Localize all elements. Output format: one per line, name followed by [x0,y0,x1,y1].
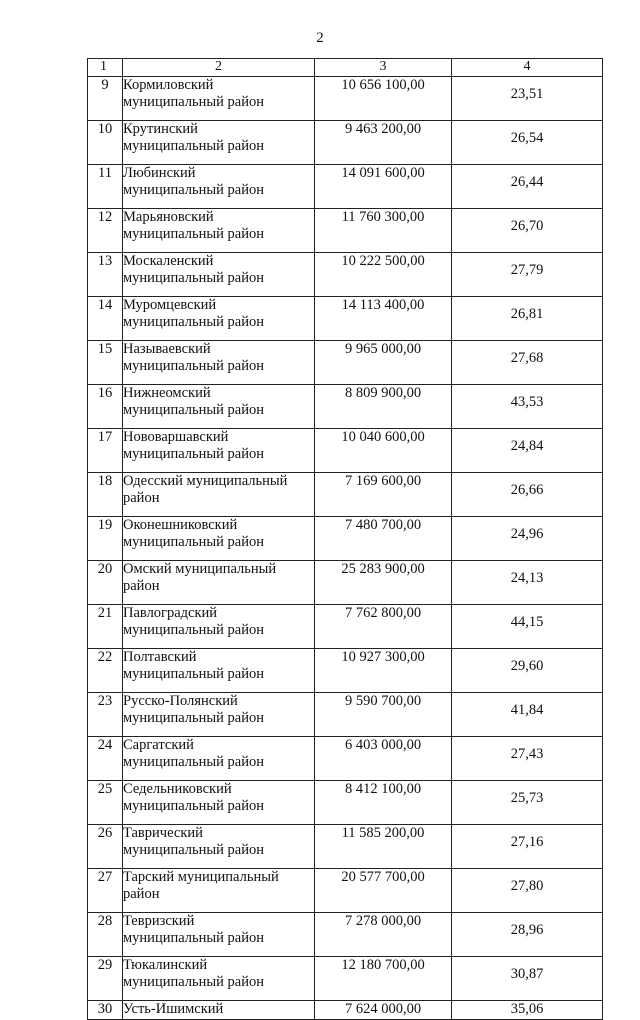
percent-value: 26,54 [452,121,603,165]
district-name: Муромцевский муниципальный район [123,297,315,341]
column-header-4: 4 [452,59,603,77]
percent-value: 27,68 [452,341,603,385]
row-number: 21 [88,605,123,649]
district-name: Седельниковский муниципальный район [123,781,315,825]
table-row [88,473,603,517]
page-number: 2 [316,30,324,46]
district-name: Крутинский муниципальный район [123,121,315,165]
row-number: 28 [88,913,123,957]
row-number: 14 [88,297,123,341]
table-row [88,121,603,165]
row-number: 9 [88,77,123,121]
district-name: Омский муниципальный район [123,561,315,605]
row-number: 29 [88,957,123,1001]
column-header-1: 1 [88,59,123,77]
table-row [88,693,603,737]
district-name: Полтавский муниципальный район [123,649,315,693]
table-row [88,429,603,473]
amount-value: 20 577 700,00 [315,869,452,913]
table-row [88,385,603,429]
percent-value: 25,73 [452,781,603,825]
row-number: 12 [88,209,123,253]
row-number: 18 [88,473,123,517]
table-row [88,781,603,825]
amount-value: 7 624 000,00 [315,1001,452,1020]
percent-value: 24,13 [452,561,603,605]
amount-value: 14 113 400,00 [315,297,452,341]
row-number: 13 [88,253,123,297]
data-table [87,58,603,1020]
table-row [88,209,603,253]
percent-value: 26,70 [452,209,603,253]
table-row [88,913,603,957]
district-name: Называевский муниципальный район [123,341,315,385]
amount-value: 9 965 000,00 [315,341,452,385]
row-number: 25 [88,781,123,825]
table-row [88,165,603,209]
row-number: 23 [88,693,123,737]
row-number: 15 [88,341,123,385]
amount-value: 12 180 700,00 [315,957,452,1001]
amount-value: 9 590 700,00 [315,693,452,737]
amount-value: 6 403 000,00 [315,737,452,781]
row-number: 26 [88,825,123,869]
table-header-row [88,59,603,77]
district-name: Кормиловский муниципальный район [123,77,315,121]
percent-value: 43,53 [452,385,603,429]
table-row [88,341,603,385]
district-name: Усть-Ишимский [123,1001,315,1020]
table-row [88,561,603,605]
amount-value: 9 463 200,00 [315,121,452,165]
percent-value: 28,96 [452,913,603,957]
table-row [88,737,603,781]
amount-value: 7 762 800,00 [315,605,452,649]
district-name: Марьяновский муниципальный район [123,209,315,253]
percent-value: 23,51 [452,77,603,121]
district-name: Нововаршавский муниципальный район [123,429,315,473]
percent-value: 27,43 [452,737,603,781]
amount-value: 11 760 300,00 [315,209,452,253]
percent-value: 29,60 [452,649,603,693]
row-number: 27 [88,869,123,913]
amount-value: 14 091 600,00 [315,165,452,209]
percent-value: 24,96 [452,517,603,561]
district-name: Таврический муниципальный район [123,825,315,869]
table-body [88,77,603,1020]
district-name: Нижнеомский муниципальный район [123,385,315,429]
district-name: Тевризский муниципальный район [123,913,315,957]
row-number: 10 [88,121,123,165]
percent-value: 44,15 [452,605,603,649]
percent-value: 27,79 [452,253,603,297]
district-name: Саргатский муниципальный район [123,737,315,781]
row-number: 24 [88,737,123,781]
row-number: 30 [88,1001,123,1020]
row-number: 16 [88,385,123,429]
percent-value: 26,44 [452,165,603,209]
table-row [88,253,603,297]
row-number: 19 [88,517,123,561]
district-name: Павлоградский муниципальный район [123,605,315,649]
percent-value: 26,81 [452,297,603,341]
amount-value: 10 656 100,00 [315,77,452,121]
percent-value: 35,06 [452,1001,603,1020]
table-row [88,1001,603,1020]
row-number: 17 [88,429,123,473]
table-row [88,605,603,649]
percent-value: 27,80 [452,869,603,913]
table-row [88,77,603,121]
district-name: Любинский муниципальный район [123,165,315,209]
amount-value: 10 222 500,00 [315,253,452,297]
district-name: Оконешниковский муниципальный район [123,517,315,561]
percent-value: 27,16 [452,825,603,869]
table-row [88,869,603,913]
amount-value: 25 283 900,00 [315,561,452,605]
amount-value: 7 480 700,00 [315,517,452,561]
amount-value: 10 040 600,00 [315,429,452,473]
amount-value: 7 169 600,00 [315,473,452,517]
district-name: Тюкалинский муниципальный район [123,957,315,1001]
amount-value: 8 809 900,00 [315,385,452,429]
amount-value: 8 412 100,00 [315,781,452,825]
amount-value: 11 585 200,00 [315,825,452,869]
table-row [88,517,603,561]
amount-value: 10 927 300,00 [315,649,452,693]
table-row [88,297,603,341]
row-number: 20 [88,561,123,605]
district-name: Русско-Полянский муниципальный район [123,693,315,737]
district-name: Москаленский муниципальный район [123,253,315,297]
row-number: 22 [88,649,123,693]
percent-value: 30,87 [452,957,603,1001]
percent-value: 26,66 [452,473,603,517]
district-name: Одесский муниципальный район [123,473,315,517]
percent-value: 41,84 [452,693,603,737]
percent-value: 24,84 [452,429,603,473]
column-header-3: 3 [315,59,452,77]
row-number: 11 [88,165,123,209]
table-row [88,957,603,1001]
district-name: Тарский муниципальный район [123,869,315,913]
table-row [88,649,603,693]
column-header-2: 2 [123,59,315,77]
table-row [88,825,603,869]
amount-value: 7 278 000,00 [315,913,452,957]
